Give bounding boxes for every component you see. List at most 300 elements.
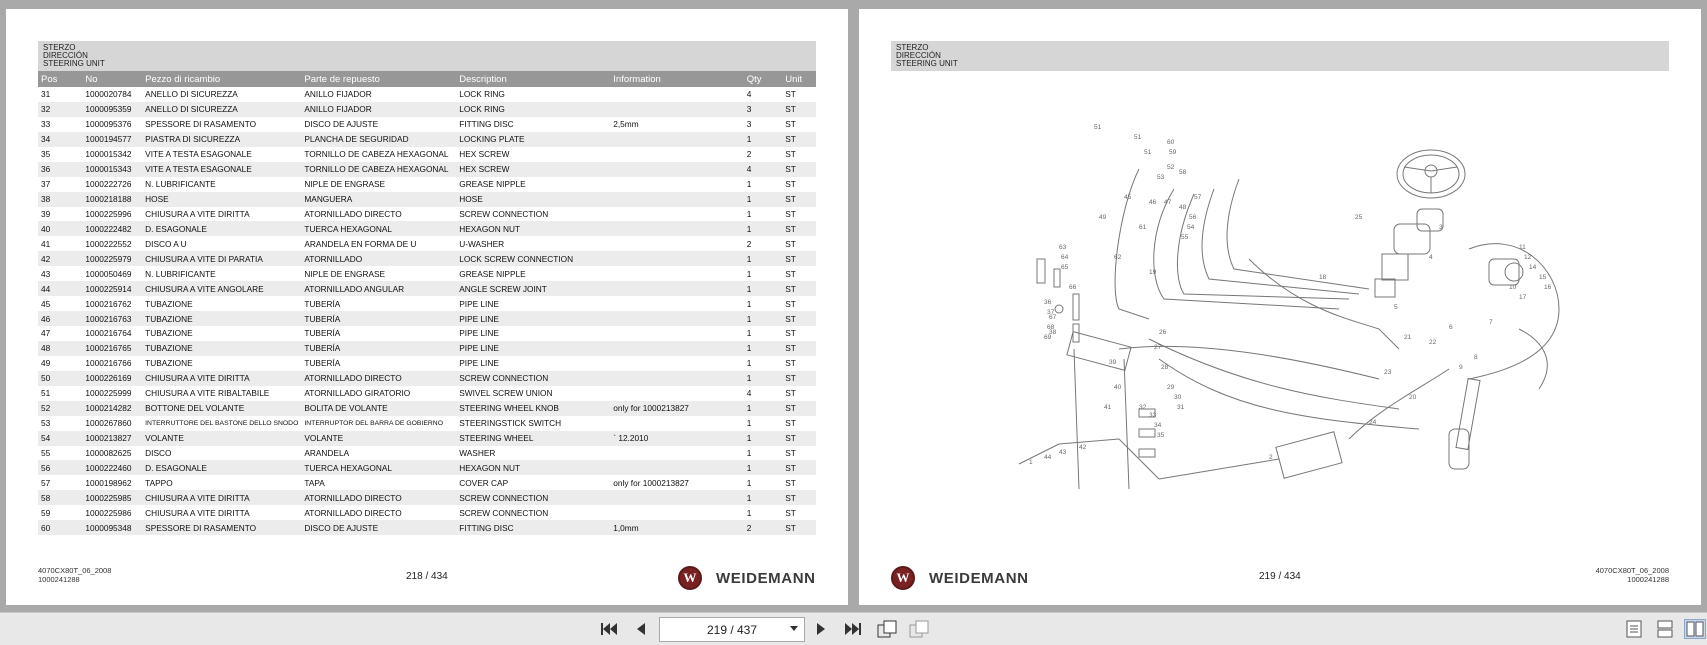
table-cell: LOCK SCREW CONNECTION [456,251,610,266]
table-cell: 1 [744,132,782,147]
table-cell [610,356,744,371]
table-row [38,326,816,341]
table-cell: ATORNILLADO DIRECTO [304,208,402,219]
table-cell: DISCO A U [145,238,187,249]
callout-label: 8 [1474,354,1478,361]
table-cell: ST [782,281,816,296]
callout-label: 31 [1177,404,1185,411]
table-cell: ST [782,460,816,475]
table-cell: HOSE [142,192,301,207]
table-cell: TUBAZIONE [142,311,301,326]
continuous-icon[interactable] [1654,619,1676,639]
callout-label: 45 [1124,194,1132,201]
table-cell: CHIUSURA A VITE DIRITTA [142,490,301,505]
table-cell: 60 [38,520,82,535]
doc-code-line: 1000241288 [38,574,80,584]
table-cell [610,281,744,296]
table-cell: VITE A TESTA ESAGONALE [142,162,301,177]
next-page-icon[interactable] [810,619,832,639]
table-cell: COVER CAP [459,477,509,488]
table-cell: N. LUBRIFICANTE [145,179,216,190]
section-header [38,41,816,71]
table-cell: CHIUSURA A VITE DIRITTA [145,507,250,518]
callout-label: 44 [1044,454,1052,461]
callout-label: 48 [1179,204,1187,211]
table-row [38,266,816,281]
table-cell: ATORNILLADO [301,251,456,266]
table-cell: HEXAGON NUT [456,221,610,236]
column-header: Information [610,71,744,87]
logo-text: WEIDEMANN [929,569,1029,587]
table-cell: 51 [41,388,51,399]
callout-label: 35 [1157,432,1165,439]
header-line-spanish: DIRECCIÓN [896,51,941,60]
table-cell: 1000225999 [85,388,132,399]
table-cell: 2,5mm [613,119,639,130]
column-header: Description [456,71,610,87]
table-row [38,341,816,356]
table-row [38,251,816,266]
callout-label: 51 [1094,124,1102,131]
table-cell [610,236,744,251]
table-row [38,401,816,416]
table-cell: ATORNILLADO DIRECTO [304,507,402,518]
table-cell: 1000225986 [85,507,132,518]
callout-label: 25 [1355,214,1363,221]
table-row [38,192,816,207]
table-cell: 42 [38,251,82,266]
table-cell: DISCO [145,447,172,458]
table-cell: 2 [744,520,782,535]
table-row [38,475,816,490]
table-cell: ARANDELA [304,447,350,458]
table-cell: ATORNILLADO GIRATORIO [304,388,411,399]
table-cell: PIPE LINE [459,328,499,339]
table-cell: ST [785,447,796,458]
table-cell: CHIUSURA A VITE DI PARATIA [142,251,301,266]
table-cell: 32 [38,102,82,117]
table-cell: ST [785,149,796,160]
page-number-input[interactable] [659,617,805,642]
callout-label: 43 [1059,449,1067,456]
table-cell: 54 [38,431,82,446]
table-cell: HOSE [456,192,610,207]
table-cell: FITTING DISC [456,520,610,535]
column-header: Unit [782,71,816,87]
table-row [38,490,816,505]
callout-label: 67 [1049,314,1057,321]
table-cell: NIPLE DE ENGRASE [304,179,386,190]
table-cell: ST [785,208,796,219]
table-cell: BOTTONE DEL VOLANTE [142,401,301,416]
callout-label: 38 [1049,329,1057,336]
table-cell: ANILLO FIJADOR [304,89,372,100]
table-cell: 1000216766 [85,358,132,369]
table-cell: 1,0mm [610,520,744,535]
table-cell: 1000225985 [82,490,142,505]
table-cell: 1 [746,328,752,339]
table-cell: 33 [41,119,51,130]
first-page-icon[interactable] [598,619,620,639]
callout-label: 29 [1167,384,1175,391]
table-cell: HEXAGON NUT [456,460,610,475]
table-cell: CHIUSURA A VITE DIRITTA [142,371,301,386]
callout-label: 36 [1044,299,1052,306]
table-cell: 1 [746,268,752,279]
table-cell: 1 [744,371,782,386]
table-cell: BOLITA DE VOLANTE [301,401,456,416]
table-cell: ARANDELA EN FORMA DE U [304,238,417,249]
table-row [38,221,816,236]
weidemann-logo [891,565,1029,591]
table-cell [610,416,744,431]
last-page-icon[interactable] [842,619,864,639]
fit-width-icon[interactable] [908,619,930,639]
chevron-down-icon[interactable] [790,626,798,631]
table-cell: N. LUBRIFICANTE [145,268,216,279]
table-row [38,281,816,296]
table-cell [610,311,744,326]
page-number: 219 / 434 [1259,571,1301,582]
table-row [38,102,816,117]
table-cell: 1 [746,298,752,309]
header-line-english: STEERING UNIT [43,59,105,68]
table-cell: GREASE NIPPLE [459,268,526,279]
callout-label: 59 [1169,149,1177,156]
callout-label: 47 [1164,199,1172,206]
table-row [38,446,816,461]
table-cell: ST [782,251,816,266]
table-cell: 1000225996 [85,208,132,219]
table-cell [610,102,744,117]
table-cell: ST [785,477,796,488]
table-cell: ST [782,431,816,446]
callout-label: 40 [1114,384,1122,391]
weidemann-logo [678,565,816,591]
table-row [38,87,816,102]
table-cell: 1000216762 [85,298,132,309]
table-cell: SCREW CONNECTION [456,371,610,386]
table-row [38,460,816,475]
table-cell: 1 [744,221,782,236]
table-cell: TUBAZIONE [145,358,193,369]
table-row [38,416,816,431]
column-header: Parte de repuesto [301,71,456,87]
table-cell: 1 [744,401,782,416]
two-page-icon[interactable] [1684,619,1706,639]
table-cell: ATORNILLADO DIRECTO [301,371,456,386]
table-cell: 1 [746,179,752,190]
table-cell: U-WASHER [459,238,505,249]
callout-label: 19 [1149,269,1157,276]
callout-label: 26 [1159,329,1167,336]
logo-w-icon: W [891,566,915,590]
table-cell: 52 [38,401,82,416]
callout-label: 58 [1179,169,1187,176]
callout-label: 3 [1439,224,1443,231]
table-cell: 4 [746,89,752,100]
table-cell: 49 [41,358,51,369]
table-cell: 1000095376 [85,119,132,130]
table-cell: ST [785,507,796,518]
callout-label: 62 [1114,254,1122,261]
doc-code [1596,567,1669,584]
callout-label: 37 [1047,309,1055,316]
table-cell: 1000222460 [82,460,142,475]
table-cell: 48 [38,341,82,356]
column-header: No [82,71,142,87]
table-cell [610,326,744,341]
table-cell: 1 [746,418,752,429]
table-cell [610,341,744,356]
table-cell: 1000194577 [82,132,142,147]
table-cell: HEX SCREW [456,162,610,177]
callout-label: 53 [1157,174,1165,181]
table-cell: DISCO DE AJUSTE [304,119,379,130]
table-cell [610,132,744,147]
header-line-english: STEERING UNIT [896,59,958,68]
exploded-parts-diagram [999,109,1579,539]
table-cell: ST [785,119,796,130]
table-cell: LOCK RING [459,89,505,100]
fit-page-icon[interactable] [876,619,898,639]
table-cell: TUBERÍA [301,311,456,326]
doc-code [38,567,111,584]
table-cell: PIASTRA DI SICUREZZA [142,132,301,147]
table-row [38,520,816,535]
table-cell: ST [785,268,796,279]
table-cell: VOLANTE [142,431,301,446]
table-cell: ATORNILLADO DIRECTO [301,490,456,505]
table-cell: D. ESAGONALE [142,221,301,236]
doc-code-line: 4070CX80T_06_2008 [38,566,112,575]
callout-label: 39 [1109,359,1117,366]
table-cell: 1 [746,447,752,458]
table-cell: TUBAZIONE [145,298,193,309]
table-cell: 1000015343 [82,162,142,177]
table-cell: ` 12.2010 [610,431,744,446]
page-number: 218 / 434 [406,571,448,582]
table-cell: PIPE LINE [456,311,610,326]
table-cell [610,147,744,162]
table-cell: 1000020784 [85,89,132,100]
table-cell: STEERING WHEEL [456,431,610,446]
table-cell: INTERRUTTORE DEL BASTONE DELLO SNODO [145,419,299,427]
table-cell [610,221,744,236]
table-row [38,207,816,222]
table-cell: 1000214282 [82,401,142,416]
table-row [38,132,816,147]
callout-label: 54 [1187,224,1195,231]
table-cell: 1000213827 [82,431,142,446]
table-cell: 1 [746,358,752,369]
table-cell: 46 [38,311,82,326]
single-page-icon[interactable] [1623,619,1645,639]
callout-label: 12 [1524,254,1532,261]
table-header-row [38,71,816,87]
table-row [38,505,816,520]
column-header: Pezzo di ricambio [142,71,301,87]
table-cell: 1 [746,208,752,219]
table-cell: 3 [746,119,752,130]
table-cell: only for 1000213827 [613,477,689,488]
table-cell: TUBAZIONE [145,328,193,339]
table-cell: TUBAZIONE [142,341,301,356]
table-cell: ST [782,371,816,386]
table-cell: 1 [744,490,782,505]
table-cell: 57 [41,477,51,488]
table-cell: 4 [746,388,752,399]
table-row [38,117,816,132]
table-cell: SCREW CONNECTION [456,490,610,505]
table-cell: PLANCHA DE SEGURIDAD [301,132,456,147]
table-cell [610,162,744,177]
callout-label: 27 [1154,344,1162,351]
table-cell: NIPLE DE ENGRASE [304,268,386,279]
table-cell: 41 [41,238,51,249]
table-cell: 1000222726 [85,179,132,190]
table-cell: 39 [41,208,51,219]
callout-label: 66 [1069,284,1077,291]
table-cell: TUBERÍA [301,341,456,356]
table-cell: SWIVEL SCREW UNION [459,388,553,399]
table-cell: ST [782,132,816,147]
callout-label: 55 [1181,234,1189,241]
callout-label: 51 [1144,149,1152,156]
callout-label: 28 [1161,364,1169,371]
callout-label: 24 [1369,419,1377,426]
table-cell [610,460,744,475]
logo-text: WEIDEMANN [716,569,816,587]
callout-label: 60 [1167,139,1175,146]
table-row [38,162,816,177]
table-cell: 1000222482 [82,221,142,236]
table-cell: 31 [41,89,51,100]
table-cell: INTERRUPTOR DEL BARRA DE GOBIERNO [304,419,443,427]
table-cell: ST [785,238,796,249]
table-cell [610,371,744,386]
table-cell: 1 [744,431,782,446]
table-cell: ST [785,388,796,399]
table-cell: ANILLO FIJADOR [301,102,456,117]
callout-label: 20 [1409,394,1417,401]
table-cell: 1000267860 [85,418,132,429]
table-cell: 1 [744,281,782,296]
table-cell: 55 [41,447,51,458]
callout-label: 61 [1139,224,1147,231]
table-cell: SPESSORE DI RASAMENTO [142,520,301,535]
table-cell: ST [782,401,816,416]
table-cell: 1000095348 [82,520,142,535]
callout-label: 64 [1061,254,1069,261]
callout-label: 63 [1059,244,1067,251]
callout-label: 51 [1134,134,1142,141]
table-cell: ST [785,328,796,339]
callout-label: 17 [1519,294,1527,301]
table-cell: ST [782,102,816,117]
table-cell: PIPE LINE [459,298,499,309]
viewer-toolbar [0,612,1707,645]
table-cell: 1000218188 [82,192,142,207]
table-cell: ST [782,490,816,505]
table-cell: 4 [744,162,782,177]
table-body [38,87,816,535]
table-cell: 38 [38,192,82,207]
table-cell: ST [782,162,816,177]
callout-label: 32 [1139,404,1147,411]
header-line-italian: STERZO [43,43,76,52]
table-row [38,371,816,386]
table-cell: TORNILLO DE CABEZA HEXAGONAL [304,149,449,160]
table-cell: 59 [41,507,51,518]
table-cell: ST [785,298,796,309]
table-cell [610,87,744,102]
table-cell [610,490,744,505]
table-cell: 50 [38,371,82,386]
table-cell: 34 [38,132,82,147]
table-cell: 1000225979 [82,251,142,266]
callout-label: 41 [1104,404,1112,411]
table-cell: 1000095359 [82,102,142,117]
callout-label: 30 [1174,394,1182,401]
callout-label: 15 [1539,274,1547,281]
table-cell: LOCKING PLATE [456,132,610,147]
table-cell: PIPE LINE [459,358,499,369]
table-cell: CHIUSURA A VITE RIBALTABILE [145,388,270,399]
right-page [859,9,1701,605]
table-cell: 1000216763 [82,311,142,326]
table-row [38,386,816,401]
table-cell [610,446,744,461]
table-cell: 2 [746,149,752,160]
table-cell: TORNILLO DE CABEZA HEXAGONAL [301,162,456,177]
callout-label: 1 [1029,459,1033,466]
table-cell: WASHER [459,447,496,458]
table-cell: ST [782,221,816,236]
callout-label: 68 [1047,324,1055,331]
table-cell: 1 [744,341,782,356]
table-cell: 53 [41,418,51,429]
table-cell [610,251,744,266]
table-cell: ATORNILLADO ANGULAR [301,281,456,296]
table-cell: TAPA [304,477,325,488]
header-line-italian: STERZO [896,43,929,52]
table-cell: 2 [746,238,752,249]
table-cell: 1000015342 [85,149,132,160]
header-line-spanish: DIRECCIÓN [43,51,88,60]
prev-page-icon[interactable] [630,619,652,639]
table-cell [610,386,744,401]
callout-label: 9 [1459,364,1463,371]
callout-label: 18 [1319,274,1327,281]
page-indicator-text: 219 / 437 [706,622,758,637]
callout-label: 7 [1489,319,1493,326]
table-cell: 36 [38,162,82,177]
table-cell: 1000226169 [82,371,142,386]
table-cell [610,296,744,311]
table-cell: TUERCA HEXAGONAL [301,221,456,236]
table-cell [610,207,744,222]
table-cell: 58 [38,490,82,505]
section-header [891,41,1669,71]
table-cell: FITTING DISC [459,119,514,130]
table-cell: 35 [41,149,51,160]
table-cell: TUBERÍA [304,298,341,309]
table-cell: 1 [744,460,782,475]
table-cell: 47 [41,328,51,339]
table-cell: HEX SCREW [459,149,510,160]
table-cell: SCREW CONNECTION [459,507,549,518]
